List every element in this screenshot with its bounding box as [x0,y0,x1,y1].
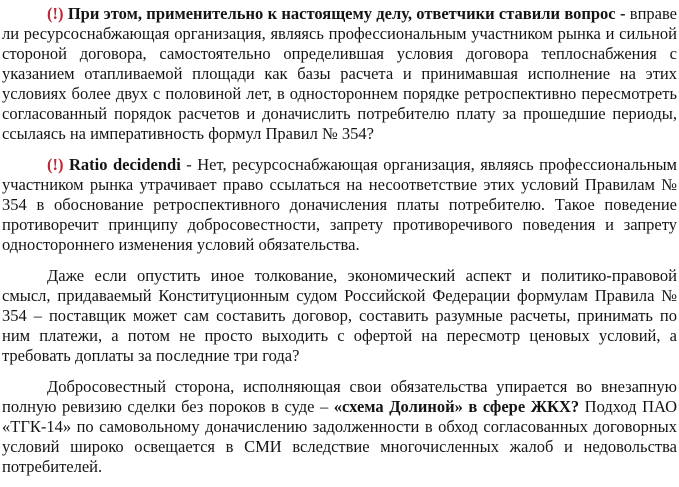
paragraph [2,155,677,255]
attention-marker: (!) [47,4,64,23]
text-run: вправе ли ресурсоснабжающая организация, являясь профессиональным участником рынка и сильной стороной договора, самостоятельно определившая условия договора теплоснабжения с указанием отапливаемой площади как базы расчета и принимавшая исполнение на этих условиях более двух с половиной лет, в одностороннем порядке ретроспективно пересмотреть согласованный порядок расчетов и доначислить потребителю плату за прошедшие периоды, ссылаясь на императивность формул Правил № 354? [2,4,677,143]
text-run: «схема Долиной» в сфере ЖКХ? [333,397,580,416]
document-body [2,4,677,477]
text-run: При этом, применительно к настоящему делу, ответчики ставили вопрос - [63,4,630,23]
paragraph [2,4,677,144]
text-run: Добросовестный сторона, исполняющая свои обязательства упирается во внезапную полную ревизию сделки без пороков в суде – [2,377,677,416]
attention-marker: (!) [47,155,64,174]
paragraph [2,377,677,477]
paragraph [2,266,677,366]
text-run: Даже если опустить иное толкование, экономический аспект и политико-правовой смысл, придаваемый Конституционным судом Российской Федерации формулам Правила № 354 – поставщик может сам составить договор, составить разумные расчеты, принимать по ним платежи, а потом не просто выходить с офертой на пересмотр ценовых условий, а требовать доплаты за последние три года? [2,266,677,365]
text-run: - Нет, ресурсоснабжающая организация, являясь профессиональным участником рынка утрачивает право ссылаться на несоответствие этих условий Правилам № 354 в обоснование ретроспективного доначисления платы потребителю. Такое поведение противоречит принципу добросовестности, запрету противоречивого поведения и запрету одностороннего изменения условий обязательства. [2,155,678,254]
text-run: Подход ПАО «ТГК-14» по самовольному доначислению задолженности в обход согласованных договорных условий широко освещается в СМИ вследствие многочисленных жалоб и недовольства потребителей. [2,397,677,476]
text-run: Ratio decidendi [63,155,181,174]
